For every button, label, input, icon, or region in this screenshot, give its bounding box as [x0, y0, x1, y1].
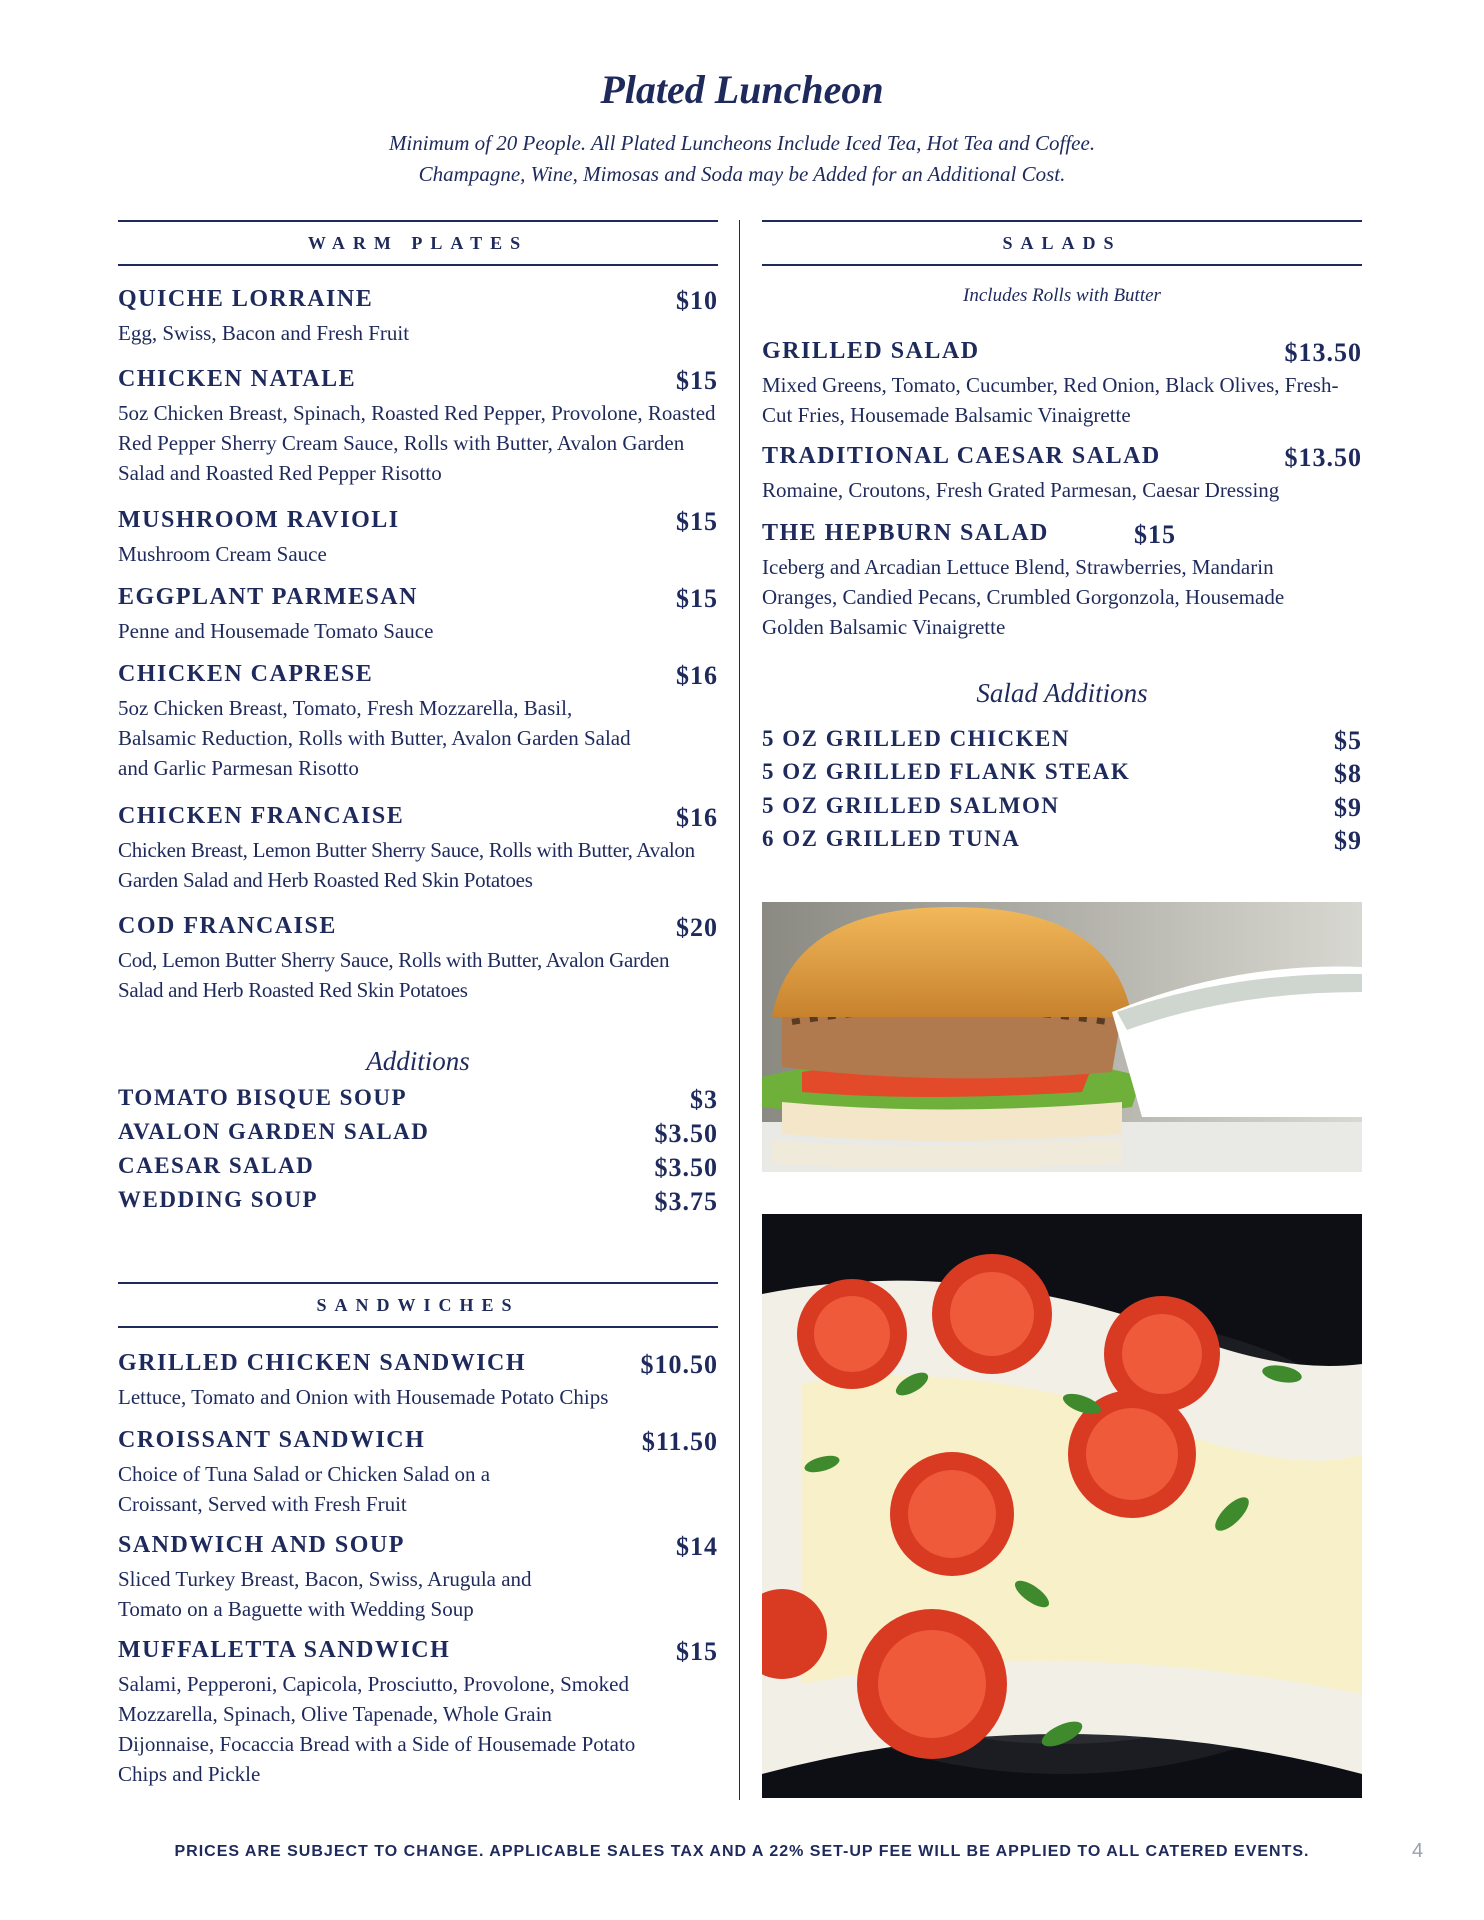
page-title: Plated Luncheon — [600, 67, 884, 112]
item-price: $20 — [676, 913, 718, 942]
item-price: $16 — [676, 661, 718, 690]
addition-row — [118, 1119, 718, 1151]
item-name: CHICKEN CAPRESE — [118, 661, 374, 687]
menu-item-hepburn-salad — [762, 520, 1362, 642]
addition-name: WEDDING SOUP — [118, 1187, 319, 1212]
salad-addition-row — [762, 726, 1362, 758]
item-name: MUSHROOM RAVIOLI — [118, 507, 400, 533]
menu-item-traditional-caesar-salad — [762, 443, 1362, 505]
addition-price: $9 — [1334, 793, 1362, 822]
item-description: Salami, Pepperoni, Capicola, Prosciutto, Provolone, Smoked Mozzarella, Spinach, Olive Tapenade, Whole Grain Dijonnaise, Focaccia Bread with a Side of Housemade Potato Chips and Pickle — [118, 1672, 636, 1786]
menu-item-sandwich-and-soup — [118, 1532, 718, 1624]
addition-price: $8 — [1334, 759, 1362, 788]
column-divider — [739, 220, 740, 1800]
sandwich-photo — [762, 902, 1362, 1172]
subtitle-line-2: Champagne, Wine, Mimosas and Soda may be Added for an Additional Cost. — [418, 162, 1066, 186]
item-price: $16 — [676, 803, 718, 832]
item-name: MUFFALETTA SANDWICH — [118, 1637, 451, 1663]
addition-price: $5 — [1334, 726, 1362, 755]
caprese-photo-art — [762, 1214, 1362, 1798]
menu-item-quiche-lorraine — [118, 286, 718, 348]
addition-name: AVALON GARDEN SALAD — [118, 1119, 430, 1144]
addition-name: CAESAR SALAD — [118, 1153, 315, 1178]
item-price: $13.50 — [1284, 338, 1362, 367]
page-subtitle — [0, 128, 1484, 190]
addition-row — [118, 1085, 718, 1117]
item-price: $13.50 — [1284, 443, 1362, 472]
item-description: Lettuce, Tomato and Onion with Housemade Potato Chips — [118, 1385, 609, 1409]
menu-item-chicken-francaise — [118, 803, 718, 895]
item-name: TRADITIONAL CAESAR SALAD — [762, 443, 1161, 469]
menu-item-chicken-caprese — [118, 661, 718, 783]
item-description: 5oz Chicken Breast, Spinach, Roasted Red Pepper, Provolone, Roasted Red Pepper Sherry Cream Sauce, Rolls with Butter, Avalon Garden Salad and Roasted Red Pepper Risotto — [118, 401, 716, 485]
item-name: QUICHE LORRAINE — [118, 286, 374, 312]
salads-heading: SALADS — [762, 220, 1362, 266]
addition-name: 5 OZ GRILLED SALMON — [762, 793, 1060, 818]
addition-price: $3.50 — [654, 1153, 718, 1182]
item-price: $15 — [1134, 520, 1176, 549]
item-description: Egg, Swiss, Bacon and Fresh Fruit — [118, 321, 410, 345]
sandwiches-heading: SANDWICHES — [118, 1282, 718, 1328]
item-description: Cod, Lemon Butter Sherry Sauce, Rolls with Butter, Avalon Garden Salad and Herb Roasted Red Skin Potatoes — [118, 948, 670, 1002]
item-price: $10.50 — [640, 1350, 718, 1379]
item-price: $15 — [676, 507, 718, 536]
page-number: 4 — [1412, 1840, 1424, 1862]
item-description: Sliced Turkey Breast, Bacon, Swiss, Arugula and Tomato on a Baguette with Wedding Soup — [118, 1567, 532, 1621]
item-price: $11.50 — [641, 1427, 718, 1456]
addition-price: $9 — [1334, 826, 1362, 855]
footer-disclaimer: PRICES ARE SUBJECT TO CHANGE. APPLICABLE SALES TAX AND A 22% SET-UP FEE WILL BE APPLIED TO ALL CATERED EVENTS. — [174, 1843, 1310, 1860]
addition-price: $3 — [690, 1085, 718, 1114]
item-description: 5oz Chicken Breast, Tomato, Fresh Mozzarella, Basil, Balsamic Reduction, Rolls with Butter, Avalon Garden Salad and Garlic Parmesan Risotto — [118, 696, 631, 780]
subtitle-line-1: Minimum of 20 People. All Plated Luncheons Include Iced Tea, Hot Tea and Coffee. — [388, 131, 1096, 155]
addition-row — [118, 1187, 718, 1219]
addition-name: TOMATO BISQUE SOUP — [118, 1085, 408, 1110]
addition-name: 5 OZ GRILLED CHICKEN — [762, 726, 1070, 751]
sandwich-photo-art — [762, 902, 1362, 1172]
menu-item-muffaletta-sandwich — [118, 1637, 718, 1789]
item-name: THE HEPBURN SALAD — [762, 520, 1049, 546]
item-name: GRILLED CHICKEN SANDWICH — [118, 1350, 527, 1376]
item-name: SANDWICH AND SOUP — [118, 1532, 405, 1558]
warm-plates-heading: WARM PLATES — [118, 220, 718, 266]
menu-item-chicken-natale — [118, 366, 718, 488]
item-description: Penne and Housemade Tomato Sauce — [118, 619, 434, 643]
item-name: CROISSANT SANDWICH — [118, 1427, 426, 1453]
addition-name: 6 OZ GRILLED TUNA — [762, 826, 1021, 851]
item-name: CHICKEN NATALE — [118, 366, 357, 392]
addition-row — [118, 1153, 718, 1185]
menu-item-croissant-sandwich — [118, 1427, 718, 1519]
item-description: Choice of Tuna Salad or Chicken Salad on a Croissant, Served with Fresh Fruit — [118, 1462, 491, 1516]
item-description: Iceberg and Arcadian Lettuce Blend, Strawberries, Mandarin Oranges, Candied Pecans, Crumbled Gorgonzola, Housemade Golden Balsamic Vinaigrette — [762, 555, 1285, 639]
menu-item-mushroom-ravioli — [118, 507, 718, 569]
menu-item-grilled-salad — [762, 338, 1362, 430]
item-price: $15 — [676, 584, 718, 613]
menu-item-cod-francaise — [118, 913, 718, 1005]
item-name: EGGPLANT PARMESAN — [118, 584, 418, 610]
item-description: Chicken Breast, Lemon Butter Sherry Sauce, Rolls with Butter, Avalon Garden Salad and Herb Roasted Red Skin Potatoes — [118, 838, 695, 892]
item-name: COD FRANCAISE — [118, 913, 337, 939]
salad-addition-row — [762, 793, 1362, 825]
item-price: $10 — [676, 286, 718, 315]
addition-name: 5 OZ GRILLED FLANK STEAK — [762, 759, 1131, 784]
salad-addition-row — [762, 826, 1362, 858]
addition-price: $3.50 — [654, 1119, 718, 1148]
salads-note: Includes Rolls with Butter — [963, 285, 1161, 306]
salad-addition-row — [762, 759, 1362, 791]
addition-price: $3.75 — [654, 1187, 718, 1216]
item-price: $15 — [676, 1637, 718, 1666]
item-name: CHICKEN FRANCAISE — [118, 803, 405, 829]
caprese-photo — [762, 1214, 1362, 1798]
item-description: Mixed Greens, Tomato, Cucumber, Red Onion, Black Olives, Fresh-Cut Fries, Housemade Balsamic Vinaigrette — [762, 373, 1339, 427]
additions-heading: Additions — [366, 1046, 470, 1076]
salad-additions-heading: Salad Additions — [976, 678, 1148, 708]
item-description: Mushroom Cream Sauce — [118, 542, 327, 566]
menu-item-eggplant-parmesan — [118, 584, 718, 646]
item-price: $14 — [676, 1532, 718, 1561]
item-price: $15 — [676, 366, 718, 395]
item-description: Romaine, Croutons, Fresh Grated Parmesan, Caesar Dressing — [762, 478, 1280, 502]
item-name: GRILLED SALAD — [762, 338, 980, 364]
menu-item-grilled-chicken-sandwich — [118, 1350, 718, 1412]
